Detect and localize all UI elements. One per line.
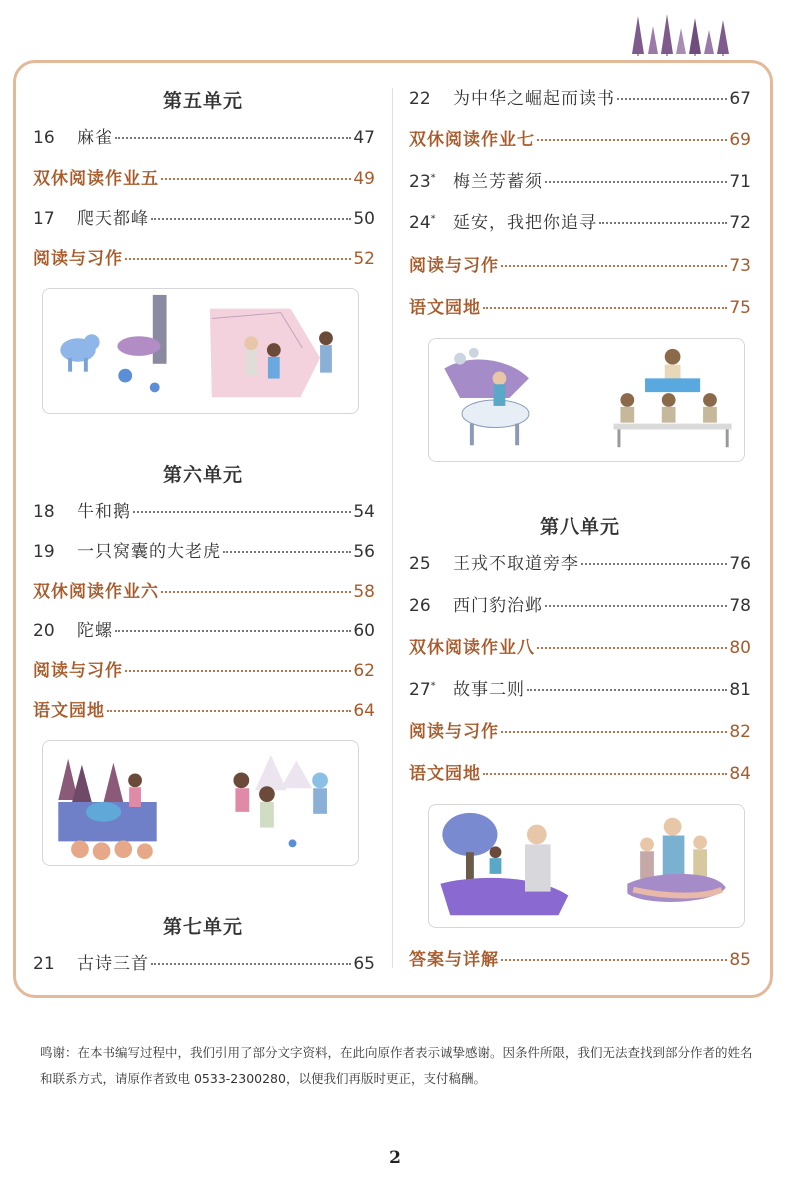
item-title: 答案与详解 (409, 950, 499, 970)
unit7-illustration (428, 338, 745, 462)
item-page: 49 (353, 169, 375, 189)
toc-item-weekend-7[interactable] (409, 129, 751, 151)
leader-dots (223, 551, 351, 553)
item-number: 21 (33, 954, 55, 974)
acknowledgement-text: 鸣谢：在本书编写过程中，我们引用了部分文字资料，在此向原作者表示诚挚感谢。因条件所限，我们无法查找到部分作者的姓名和联系方式，请原作者致电 0533-2300280，以便我们再版时更正，支付稿酬。 (40, 1045, 753, 1086)
item-title: 双休阅读作业八 (409, 638, 535, 658)
page-number: 2 (389, 1148, 401, 1168)
item-number: 20 (33, 621, 55, 641)
item-page: 54 (353, 502, 375, 522)
leader-dots (151, 963, 351, 965)
sparrow-dog-mountain-illustration-icon (43, 289, 358, 413)
item-page: 72 (729, 213, 751, 233)
leader-dots (545, 181, 727, 183)
item-page: 71 (729, 172, 751, 192)
leader-dots (501, 265, 727, 267)
item-page: 82 (729, 722, 751, 742)
item-title: 语文园地 (409, 298, 481, 318)
item-title: 王戎不取道旁李 (453, 554, 579, 574)
plum-tree-official-illustration-icon (429, 805, 744, 927)
item-title: 古诗三首 (77, 954, 149, 974)
leader-dots (617, 98, 727, 100)
toc-item-reading-writing-6[interactable] (33, 660, 375, 682)
leader-dots (545, 605, 727, 607)
item-page: 85 (729, 950, 751, 970)
item-page: 56 (353, 542, 375, 562)
item-number: 17 (33, 209, 55, 229)
item-page: 50 (353, 209, 375, 229)
unit7-heading: 第七单元 (162, 916, 243, 938)
toc-item-language-garden-8[interactable] (409, 763, 751, 785)
item-page: 81 (729, 680, 751, 700)
leader-dots (537, 139, 727, 141)
item-title: 一只窝囊的大老虎 (77, 542, 221, 562)
leader-dots (161, 178, 351, 180)
item-title: 阅读与习作 (33, 249, 123, 269)
item-page: 80 (729, 638, 751, 658)
leader-dots (537, 647, 727, 649)
toc-item-answers[interactable] (409, 949, 751, 971)
item-title: 西门豹治邺 (453, 596, 543, 616)
toc-item-17[interactable] (33, 208, 375, 230)
item-number: 26 (409, 596, 431, 616)
item-page: 47 (353, 128, 375, 148)
item-title: 麻雀 (77, 128, 113, 148)
item-page: 73 (729, 256, 751, 276)
item-number: 16 (33, 128, 55, 148)
leader-dots (151, 218, 351, 220)
toc-item-23[interactable] (409, 171, 751, 193)
leader-dots (581, 563, 727, 565)
item-page: 62 (353, 661, 375, 681)
item-title: 阅读与习作 (33, 661, 123, 681)
leader-dots (133, 511, 351, 513)
toc-item-19[interactable] (33, 541, 375, 563)
item-page: 75 (729, 298, 751, 318)
leader-dots (527, 689, 727, 691)
leader-dots (483, 773, 727, 775)
leader-dots (501, 959, 727, 961)
item-title: 阅读与习作 (409, 722, 499, 742)
toc-item-reading-writing-5[interactable] (33, 248, 375, 270)
item-title: 语文园地 (33, 701, 105, 721)
item-page: 69 (729, 130, 751, 150)
toc-item-25[interactable] (409, 553, 751, 575)
toc-item-16[interactable] (33, 127, 375, 149)
rider-classroom-illustration-icon (429, 339, 744, 461)
item-number: 27* (409, 680, 436, 700)
item-page: 64 (353, 701, 375, 721)
toc-item-20[interactable] (33, 620, 375, 642)
item-page: 58 (353, 582, 375, 602)
leader-dots (107, 710, 351, 712)
unit5-heading: 第五单元 (162, 90, 243, 112)
item-number: 25 (409, 554, 431, 574)
item-title: 为中华之崛起而读书 (453, 89, 615, 109)
item-page: 60 (353, 621, 375, 641)
unit6-illustration (42, 740, 359, 866)
leader-dots (599, 222, 727, 224)
item-number: 19 (33, 542, 55, 562)
toc-item-language-garden-6[interactable] (33, 700, 375, 722)
toc-item-26[interactable] (409, 595, 751, 617)
toc-item-weekend-6[interactable] (33, 581, 375, 603)
item-title: 双休阅读作业六 (33, 582, 159, 602)
leader-dots (115, 137, 351, 139)
item-title: 陀螺 (77, 621, 113, 641)
item-page: 65 (353, 954, 375, 974)
toc-item-weekend-5[interactable] (33, 168, 375, 190)
item-page: 84 (729, 764, 751, 784)
unit5-illustration (42, 288, 359, 414)
toc-item-27[interactable] (409, 679, 751, 701)
item-page: 76 (729, 554, 751, 574)
item-number: 24* (409, 213, 436, 233)
leader-dots (115, 630, 351, 632)
toc-item-21[interactable] (33, 953, 375, 975)
item-page: 78 (729, 596, 751, 616)
unit8-illustration (428, 804, 745, 928)
leader-dots (125, 670, 351, 672)
item-number: 18 (33, 502, 55, 522)
item-number: 22 (409, 89, 431, 109)
tiger-spinning-top-illustration-icon (43, 741, 358, 865)
item-title: 阅读与习作 (409, 256, 499, 276)
leader-dots (501, 731, 727, 733)
toc-item-22[interactable] (409, 88, 751, 110)
toc-item-18[interactable] (33, 501, 375, 523)
item-title: 双休阅读作业七 (409, 130, 535, 150)
item-title: 延安，我把你追寻 (453, 213, 597, 233)
tree-decoration-icon (626, 10, 738, 56)
toc-item-language-garden-7[interactable] (409, 297, 751, 319)
item-title: 故事二则 (453, 680, 525, 700)
leader-dots (125, 258, 351, 260)
toc-item-24[interactable] (409, 212, 751, 234)
unit6-heading: 第六单元 (162, 464, 243, 486)
unit8-heading: 第八单元 (539, 516, 620, 538)
item-title: 语文园地 (409, 764, 481, 784)
toc-item-reading-writing-7[interactable] (409, 255, 751, 277)
toc-item-weekend-8[interactable] (409, 637, 751, 659)
column-divider (392, 88, 393, 968)
item-number: 23* (409, 172, 436, 192)
leader-dots (161, 591, 351, 593)
item-title: 爬天都峰 (77, 209, 149, 229)
item-page: 67 (729, 89, 751, 109)
item-title: 梅兰芳蓄须 (453, 172, 543, 192)
leader-dots (483, 307, 727, 309)
item-page: 52 (353, 249, 375, 269)
item-title: 双休阅读作业五 (33, 169, 159, 189)
toc-item-reading-writing-8[interactable] (409, 721, 751, 743)
item-title: 牛和鹅 (77, 502, 131, 522)
